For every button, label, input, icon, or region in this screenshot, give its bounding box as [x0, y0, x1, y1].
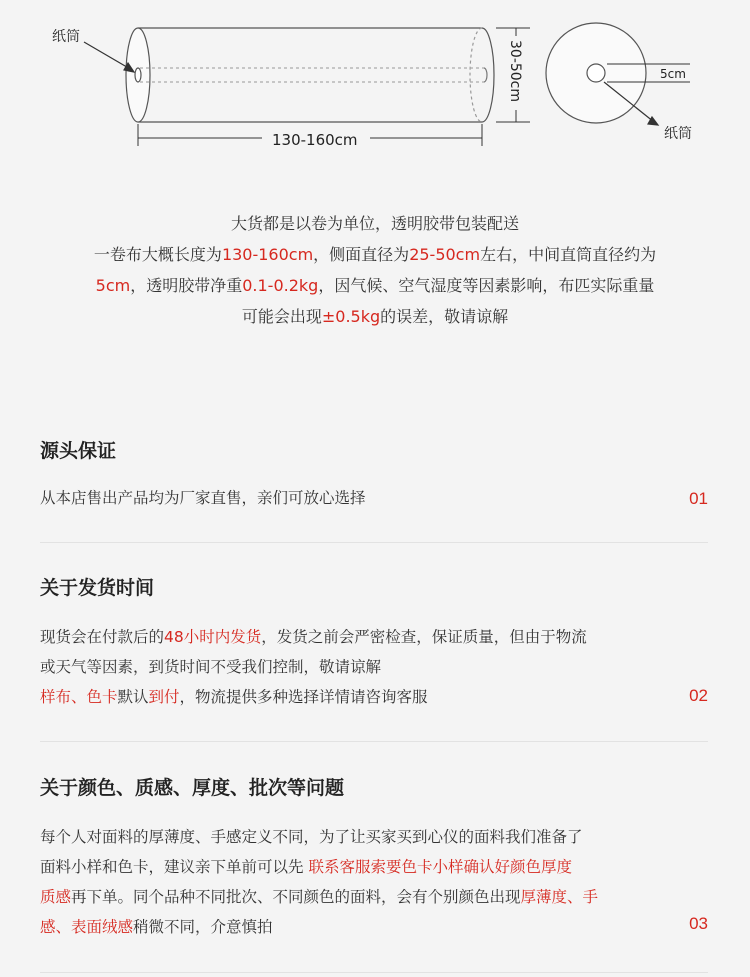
fabric-roll-diagram [0, 0, 750, 160]
intro-line-2: 一卷布大概长度为130-160cm，侧面直径为25-50cm左右，中间直筒直径约为 [93, 245, 657, 264]
intro-line-1: 大货都是以卷为单位，透明胶带包装配送 [230, 214, 519, 233]
section-divider [40, 972, 708, 973]
tube-label-right: 纸筒 [664, 126, 692, 142]
intro-line-3: 5cm，透明胶带净重0.1-0.2kg，因气候、空气湿度等因素影响，布匹实际重量 [95, 276, 655, 295]
section-body [40, 622, 650, 712]
section-body: 从本店售出产品均为厂家直售，亲们可放心选择 [40, 489, 366, 507]
section-source-guarantee [40, 437, 710, 513]
section-divider [40, 741, 708, 742]
body-line-3: 质感再下单。同个品种不同批次、不同颜色的面料，会有个别颜色出现厚薄度、手 [40, 888, 599, 906]
body-line-3: 样布、色卡默认到付，物流提供多种选择详情请咨询客服 [40, 688, 428, 706]
tube-label-left: 纸筒 [52, 29, 80, 45]
packaging-description [0, 208, 750, 332]
section-number: 01 [689, 489, 708, 508]
intro-line-4: 可能会出现±0.5kg的误差，敬请谅解 [241, 307, 509, 326]
section-divider [40, 542, 708, 543]
section-title: 关于发货时间 [40, 577, 155, 599]
body-line-2: 面料小样和色卡，建议亲下单前可以先 联系客服索要色卡小样确认好颜色厚度 [40, 858, 572, 876]
diameter-label: 30-50cm [507, 40, 523, 103]
length-label: 130-160cm [272, 131, 358, 149]
section-color-quality [40, 774, 710, 942]
roll-side-view [126, 28, 494, 122]
body-line-1: 每个人对面料的厚薄度、手感定义不同，为了让买家买到心仪的面料我们准备了 [40, 828, 583, 846]
body-line-4: 感、表面绒感稍微不同，介意慎拍 [40, 918, 273, 936]
section-number: 02 [689, 686, 708, 705]
body-line-2: 或天气等因素，到货时间不受我们控制，敬请谅解 [40, 658, 382, 676]
body-line-1: 现货会在付款后的48小时内发货，发货之前会严密检查，保证质量，但由于物流 [40, 628, 587, 646]
section-title: 关于颜色、质感、厚度、批次等问题 [40, 777, 345, 799]
section-title: 源头保证 [40, 440, 117, 462]
core-diameter-label: 5cm [660, 67, 686, 81]
section-number: 03 [689, 914, 708, 933]
section-shipping-time [40, 574, 710, 712]
section-body [40, 822, 650, 942]
